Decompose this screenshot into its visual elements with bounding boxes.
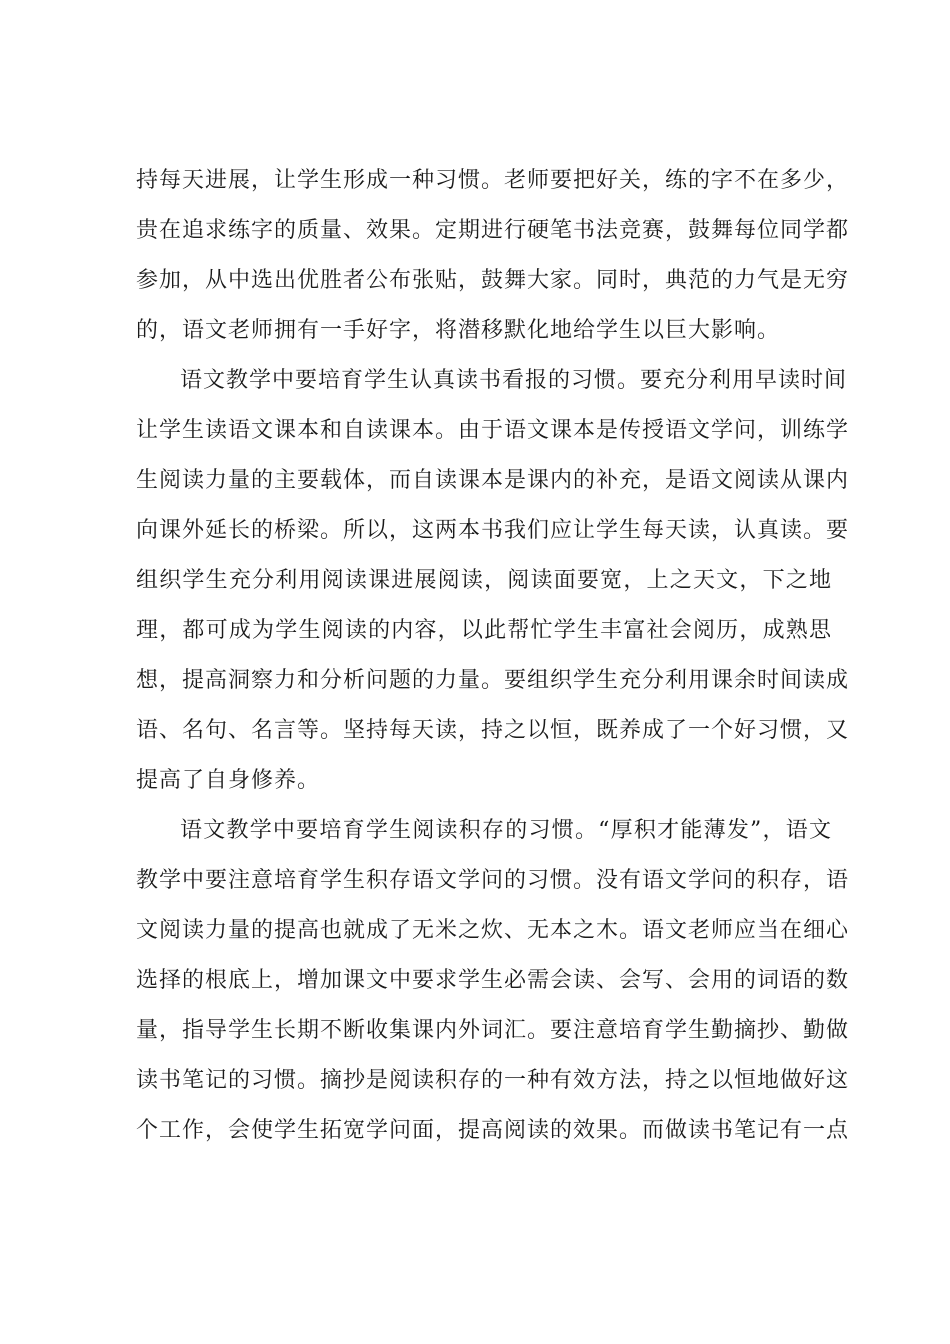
text-line: 个工作，会使学生拓宽学问面，提高阅读的效果。而做读书笔记有一点 — [136, 1118, 850, 1143]
text-line: 量，指导学生长期不断收集课内外词汇。要注意培育学生勤摘抄、勤做 — [136, 1018, 850, 1043]
text-line: 语文教学中要培育学生阅读积存的习惯。“厚积才能薄发”，语文 — [180, 818, 832, 843]
text-line: 选择的根底上，增加课文中要求学生必需会读、会写、会用的词语的数 — [136, 968, 850, 993]
text-line: 向课外延长的桥梁。所以，这两本书我们应让学生每天读，认真读。要 — [136, 518, 850, 543]
text-line: 生阅读力量的主要载体，而自读课本是课内的补充，是语文阅读从课内 — [136, 468, 850, 493]
text-line: 的，语文老师拥有一手好字，将潜移默化地给学生以巨大影响。 — [136, 318, 781, 343]
text-line: 语、名句、名言等。坚持每天读，持之以恒，既养成了一个好习惯，又 — [136, 718, 850, 743]
text-line: 语文教学中要培育学生认真读书看报的习惯。要充分利用早读时间 — [180, 368, 848, 393]
paragraph-3 — [136, 806, 850, 1156]
text-line: 读书笔记的习惯。摘抄是阅读积存的一种有效方法，持之以恒地做好这 — [136, 1068, 850, 1093]
text-line: 组织学生充分利用阅读课进展阅读，阅读面要宽，上之天文，下之地 — [136, 568, 832, 593]
text-line: 教学中要注意培育学生积存语文学问的习惯。没有语文学问的积存，语 — [136, 868, 850, 893]
text-line: 让学生读语文课本和自读课本。由于语文课本是传授语文学问，训练学 — [136, 418, 850, 443]
paragraph-2 — [136, 356, 850, 806]
text-line: 文阅读力量的提高也就成了无米之炊、无本之木。语文老师应当在细心 — [136, 918, 850, 943]
text-line: 提高了自身修养。 — [136, 768, 321, 793]
text-line: 贵在追求练字的质量、效果。定期进行硬笔书法竞赛，鼓舞每位同学都 — [136, 218, 850, 243]
text-line: 持每天进展，让学生形成一种习惯。老师要把好关，练的字不在多少， — [136, 168, 850, 193]
text-line: 想，提高洞察力和分析问题的力量。要组织学生充分利用课余时间读成 — [136, 668, 850, 693]
text-line: 理，都可成为学生阅读的内容，以此帮忙学生丰富社会阅历，成熟思 — [136, 618, 832, 643]
body-text — [136, 156, 850, 1156]
paragraph-1 — [136, 156, 850, 356]
text-line: 参加，从中选出优胜者公布张贴，鼓舞大家。同时，典范的力气是无穷 — [136, 268, 850, 293]
